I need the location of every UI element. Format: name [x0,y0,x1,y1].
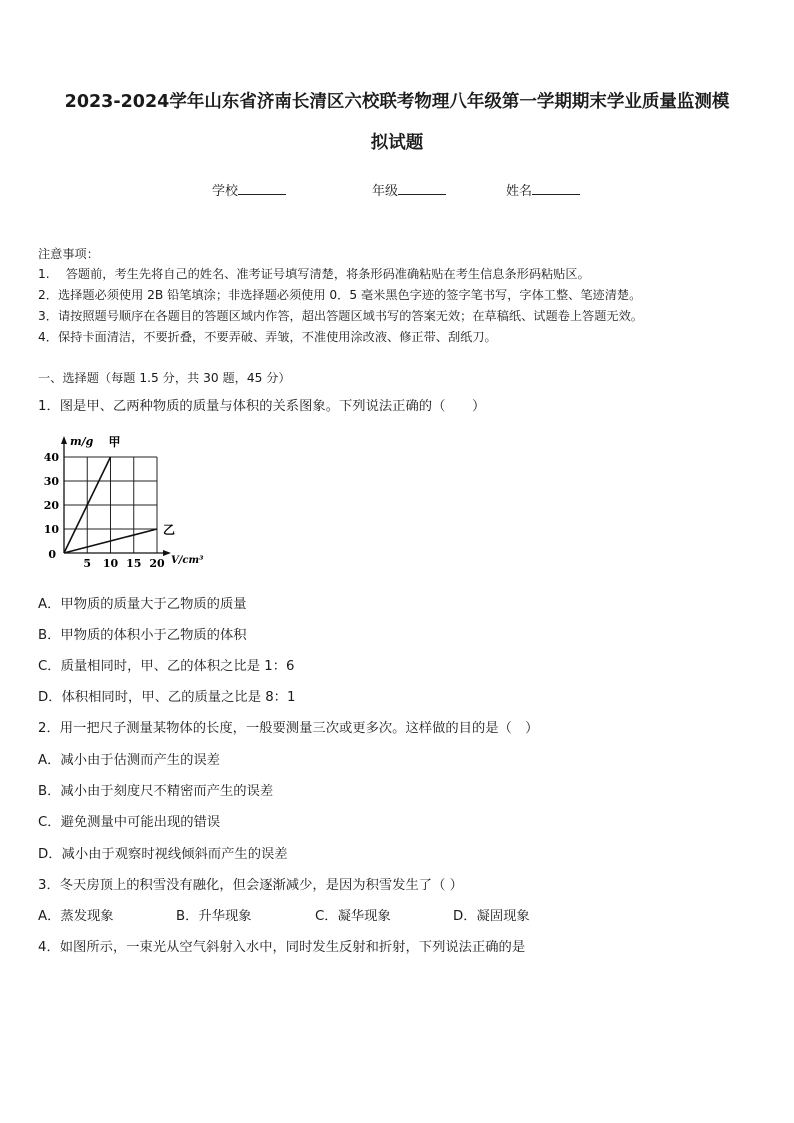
question-3-option-b[interactable]: B．升华现象 [176,909,252,924]
question-2-stem: 2．用一把尺子测量某物体的长度，一般要测量三次或更多次。这样做的目的是（ ） [38,721,539,736]
notice-item: 3．请按照题号顺序在各题目的答题区域内作答，超出答题区域书写的答案无效；在草稿纸、试题卷上答题无效。 [38,309,643,323]
series-label-yi: 乙 [163,523,176,537]
y-tick-label: 10 [43,523,59,536]
school-blank[interactable] [238,182,286,195]
question-1-option-d[interactable]: D．体积相同时，甲、乙的质量之比是 8：1 [38,690,296,705]
x-tick-label: 5 [83,557,92,570]
question-2-option-c[interactable]: C．避免测量中可能出现的错误 [38,815,221,830]
question-3-stem: 3．冬天房顶上的积雪没有融化，但会逐渐减少，是因为积雪发生了（ ） [38,878,463,893]
x-tick-label: 15 [126,557,142,570]
question-3-option-a[interactable]: A．蒸发现象 [38,909,114,924]
name-label: 姓名 [506,184,533,199]
x-axis-arrow [163,550,171,556]
chart-grid [64,457,157,553]
question-1-option-b[interactable]: B．甲物质的体积小于乙物质的体积 [38,628,247,643]
x-tick-label: 20 [149,557,165,570]
notice-item: 1. 答题前，考生先将自己的姓名、准考证号填写清楚，将条形码准确粘贴在考生信息条形码粘贴区。 [38,267,590,281]
grade-field[interactable] [372,180,446,199]
question-2-option-d[interactable]: D．减小由于观察时视线倾斜而产生的误差 [38,847,288,862]
x-tick-label: 10 [102,557,119,570]
origin-label: 0 [48,548,56,561]
question-1-option-c[interactable]: C．质量相同时，甲、乙的体积之比是 1：6 [38,659,295,674]
y-tick-label: 20 [43,499,59,512]
mass-volume-chart [38,432,218,577]
y-axis-arrow [61,436,67,444]
section-heading: 一、选择题（每题 1.5 分，共 30 题，45 分） [38,371,291,385]
exam-title-line2: 拟试题 [370,133,424,153]
school-field[interactable] [212,180,286,199]
question-4-stem: 4．如图所示，一束光从空气斜射入水中，同时发生反射和折射，下列说法正确的是 [38,940,526,955]
notice-item: 4．保持卡面清洁，不要折叠，不要弄破、弄皱，不准使用涂改液、修正带、刮纸刀。 [38,330,497,344]
school-label: 学校 [212,184,239,199]
exam-title-line1: 2023-2024学年山东省济南长清区六校联考物理八年级第一学期期末学业质量监测模 [64,92,730,112]
name-field[interactable] [506,180,580,199]
question-1-stem: 1．图是甲、乙两种物质的质量与体积的关系图象。下列说法正确的（ ） [38,399,486,414]
notice-heading: 注意事项： [38,247,99,261]
chart-axes [61,436,171,556]
question-1-option-a[interactable]: A．甲物质的质量大于乙物质的质量 [38,597,247,612]
y-axis-label: m/g [70,435,94,448]
grade-label: 年级 [372,184,399,199]
x-axis-label: V/cm³ [171,555,204,566]
chart-labels [44,435,204,570]
question-3-option-c[interactable]: C．凝华现象 [315,909,391,924]
name-blank[interactable] [532,182,580,195]
y-tick-label: 40 [43,451,59,464]
y-tick-label: 30 [43,475,59,488]
notice-item: 2．选择题必须使用 2B 铅笔填涂；非选择题必须使用 0．5 毫米黑色字迹的签字笔书写，字体工整、笔迹清楚。 [38,288,642,302]
series-label-jia: 甲 [108,435,121,449]
question-2-option-b[interactable]: B．减小由于刻度尺不精密而产生的误差 [38,784,274,799]
question-2-option-a[interactable]: A．减小由于估测而产生的误差 [38,753,220,768]
grade-blank[interactable] [398,182,446,195]
question-3-option-d[interactable]: D．凝固现象 [453,909,530,924]
